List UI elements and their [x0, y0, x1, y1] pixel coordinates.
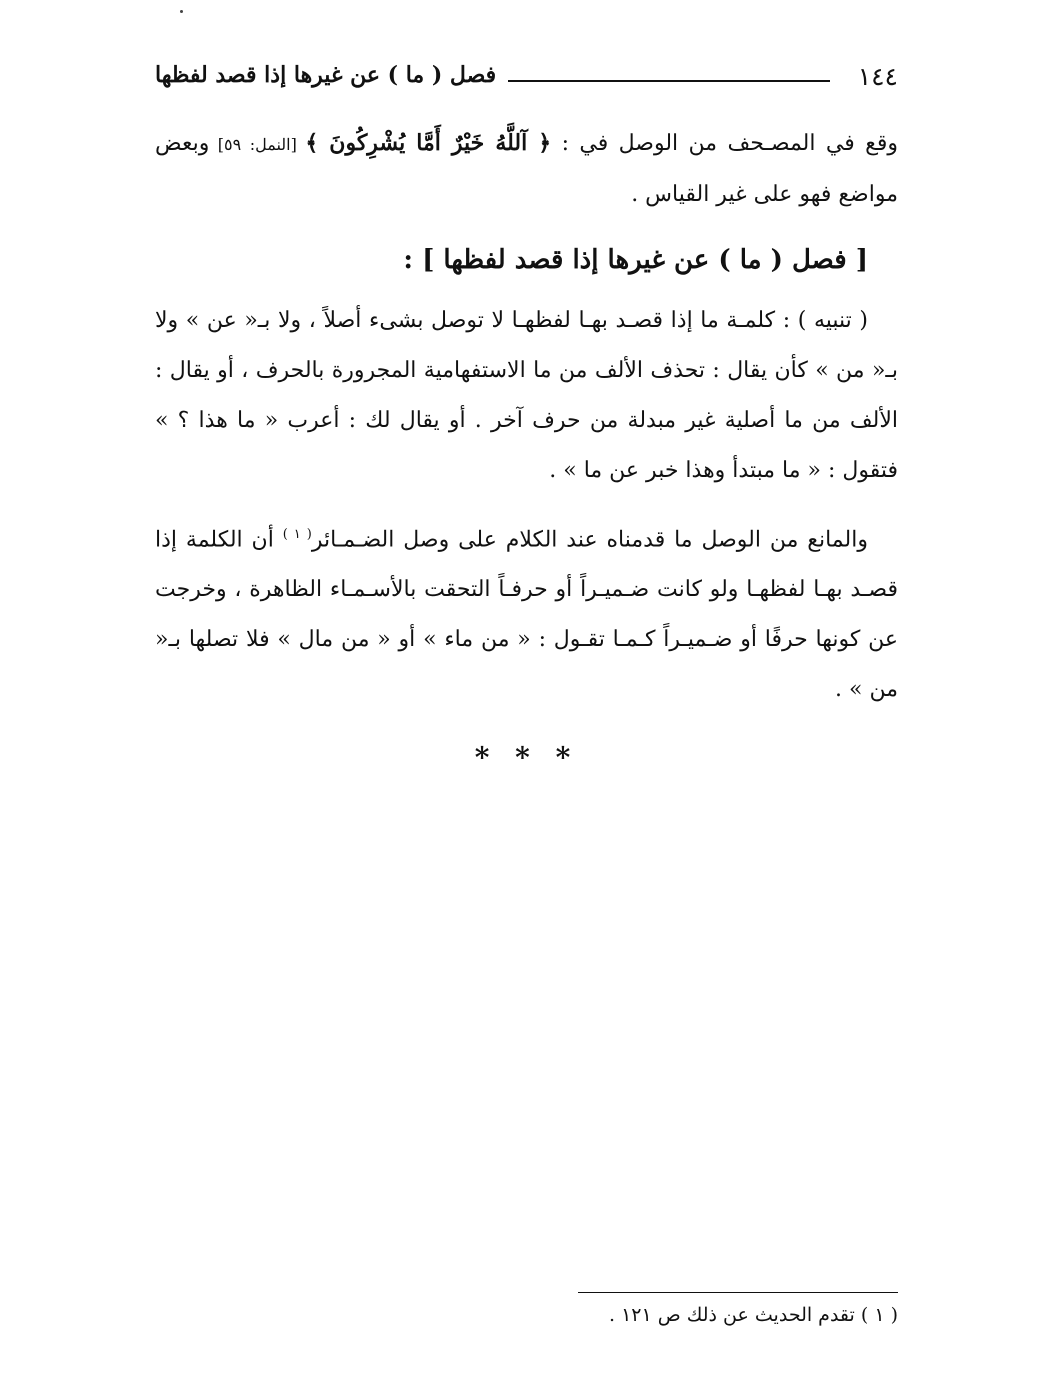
footnote-marker: ( ١ )	[282, 527, 312, 542]
paragraph-mani	[155, 510, 898, 715]
opening-paragraph	[155, 118, 898, 220]
footnote-rule	[578, 1292, 898, 1293]
page-header	[155, 62, 898, 102]
page-number: ١٤٤	[857, 62, 898, 91]
paragraph-tanbih: ( تنبيه ) : كلمـة ما إذا قصـد بهـا لفظهـا لا توصل بشىء أصلاً ، ولا بـ« عن » ولا بـ« من » كأن يقال : تحذف الألف من ما الاستفهامية المجرورة بالحرف ، أو يقال : الألف من ما أصلية غير مبدلة من حرف آخر . أو يقال لك : أعرب « ما هذا ؟ » فتقول : « ما مبتدأ وهذا خبر عن ما » .	[155, 308, 898, 483]
running-title: فصل ( ما ) عن غيرها إذا قصد لفظها	[155, 62, 497, 88]
section-heading: [ فصل ( ما ) عن غيرها إذا قصد لفظها ] :	[403, 245, 868, 275]
header-rule	[508, 80, 830, 82]
section-separator: * * *	[474, 741, 579, 775]
paragraph-gap	[155, 496, 898, 510]
page	[155, 0, 898, 1393]
footnote: ( ١ ) تقدم الحديث عن ذلك ص ١٢١ .	[608, 1304, 898, 1326]
para2-text-a: والمانع من الوصل ما قدمناه عند الكلام على وصل الضـمـائر	[311, 527, 868, 553]
line1-text-a: وقع في المصـحف من الوصل في :	[551, 131, 898, 156]
line1-text-b: وبعض مواضع فهو على غير القياس .	[155, 131, 898, 207]
verse-reference: [النمل: ٥٩]	[209, 135, 306, 154]
quran-verse: ﴿ آللَّهُ خَيْرٌ أَمَّا يُشْرِكُونَ ﴾	[305, 130, 552, 156]
para2-text-b: أن الكلمة إذا قصـد بهـا لفظهـا ولو كانت ضـميـراً أو حرفـاً التحقت بالأسـمـاء الظاهرة ، وخرجت عن كونها حرفًا أو ضـميـراً كـمـا تقـول : « من ماء » أو « من مال » فلا تصلها بـ« من » .	[155, 527, 898, 703]
body-text	[155, 118, 898, 783]
